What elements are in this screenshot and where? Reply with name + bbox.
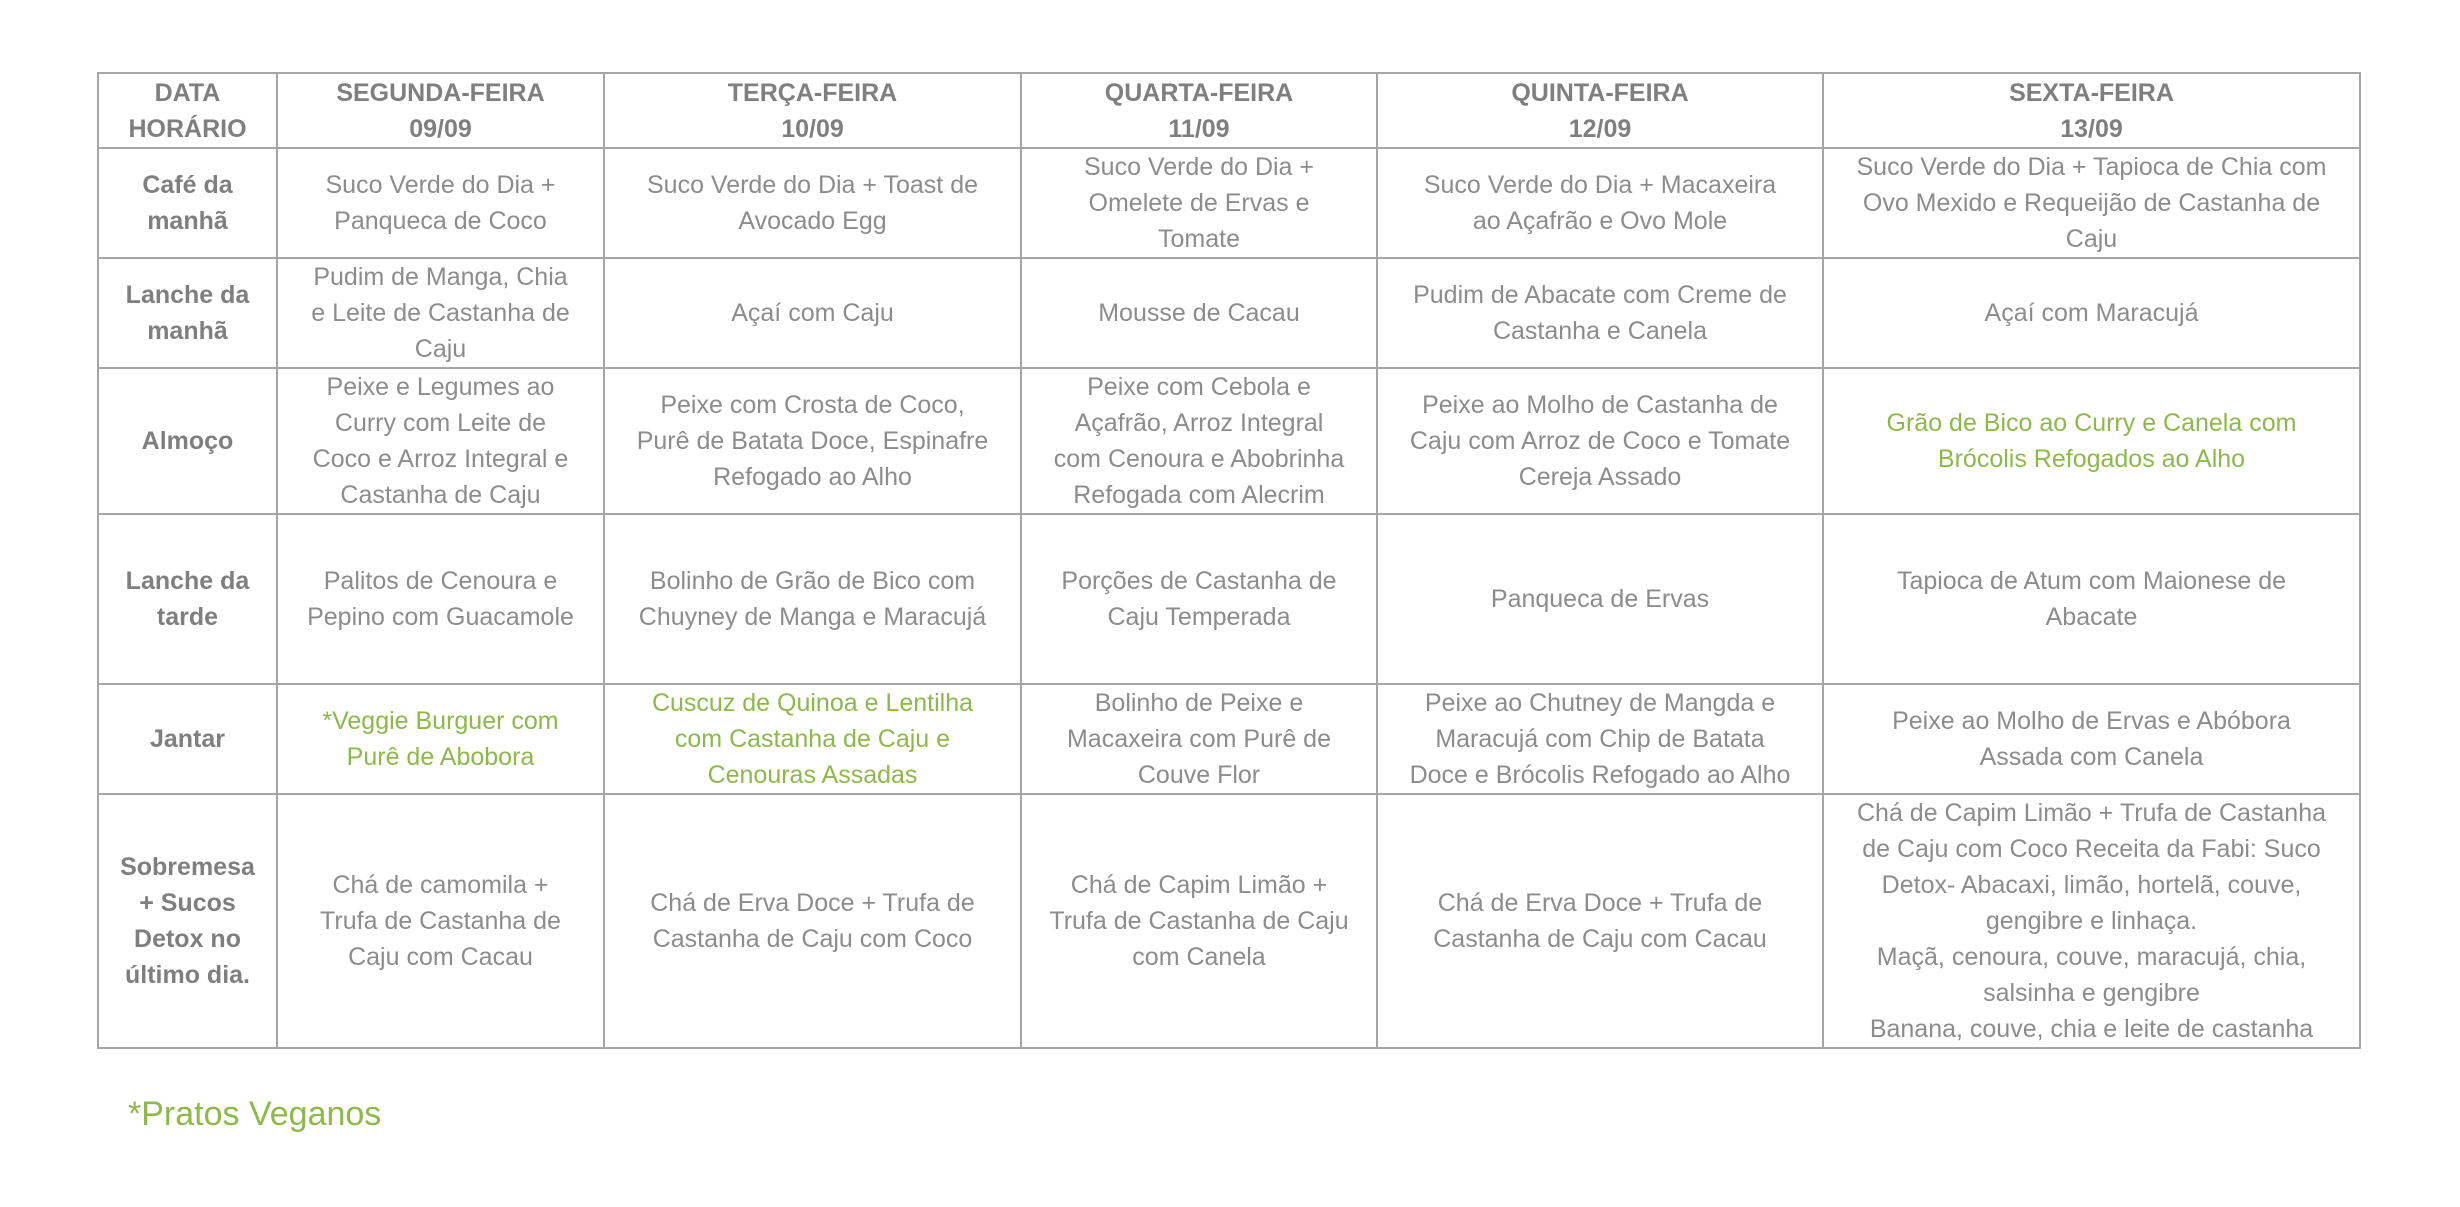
- meal-label-line: Lanche da: [125, 281, 250, 309]
- menu-cell-thursday: [1377, 514, 1823, 684]
- meal-row: [98, 514, 2360, 684]
- meal-row: [98, 258, 2360, 368]
- menu-cell-friday: [1823, 684, 2360, 794]
- menu-cell-wednesday: [1021, 514, 1377, 684]
- menu-cell-line: Trufa de Castanha de: [320, 907, 561, 935]
- menu-cell-line: Couve Flor: [1137, 761, 1261, 789]
- menu-cell-line: Maracujá com Chip de Batata: [1435, 725, 1765, 753]
- menu-cell-line: Purê de Abobora: [346, 743, 535, 771]
- menu-cell-line: de Caju com Coco Receita da Fabi: Suco: [1862, 835, 2321, 863]
- corner-line: DATA: [154, 78, 221, 107]
- menu-cell-thursday: [1377, 684, 1823, 794]
- day-header-thursday: [1377, 73, 1823, 148]
- menu-cell-line: *Veggie Burguer com: [322, 707, 559, 735]
- menu-cell-line: Abacate: [2045, 603, 2138, 631]
- menu-cell-wednesday: [1021, 368, 1377, 514]
- menu-cell-line: Castanha de Caju com Coco: [652, 925, 973, 953]
- menu-cell-line: Purê de Batata Doce, Espinafre: [636, 427, 989, 455]
- meal-row: [98, 368, 2360, 514]
- menu-cell-line: Maçã, cenoura, couve, maracujá, chia,: [1876, 943, 2307, 971]
- menu-cell-wednesday: [1021, 148, 1377, 258]
- day-date: 13/09: [2060, 114, 2123, 143]
- menu-cell-line: Chá de Capim Limão + Trufa de Castanha: [1856, 799, 2327, 827]
- menu-cell-line: Tomate: [1158, 225, 1240, 253]
- day-name: QUINTA-FEIRA: [1511, 78, 1689, 107]
- meal-label: [98, 684, 277, 794]
- menu-cell-line: Bolinho de Peixe e: [1094, 689, 1304, 717]
- menu-cell-line: Pepino com Guacamole: [307, 603, 574, 631]
- menu-cell-line: gengibre e linhaça.: [1985, 907, 2198, 935]
- menu-cell-monday: [277, 794, 604, 1048]
- menu-cell-thursday: [1377, 258, 1823, 368]
- menu-cell-line: Peixe ao Molho de Castanha de: [1422, 391, 1778, 419]
- meal-label: [98, 258, 277, 368]
- menu-cell-line: Chá de Capim Limão +: [1070, 871, 1328, 899]
- day-date: 11/09: [1168, 114, 1230, 143]
- menu-cell-line: Mousse de Cacau: [1098, 299, 1300, 327]
- menu-cell-line: Caju: [414, 335, 467, 363]
- menu-cell-line: Curry com Leite de: [334, 409, 547, 437]
- menu-cell-friday: [1823, 368, 2360, 514]
- menu-cell-line: Castanha e Canela: [1492, 317, 1708, 345]
- day-header-friday: [1823, 73, 2360, 148]
- day-name: QUARTA-FEIRA: [1104, 78, 1294, 107]
- day-name: TERÇA-FEIRA: [727, 78, 898, 107]
- menu-cell-line: Cenouras Assadas: [707, 761, 918, 789]
- menu-cell-line: Brócolis Refogados ao Alho: [1937, 445, 2246, 473]
- menu-cell-tuesday: [604, 684, 1021, 794]
- day-header-wednesday: [1021, 73, 1377, 148]
- meal-label-line: Almoço: [141, 427, 234, 455]
- menu-cell-line: Caju com Cacau: [348, 943, 533, 971]
- menu-cell-line: Detox- Abacaxi, limão, hortelã, couve,: [1881, 871, 2302, 899]
- menu-cell-line: Suco Verde do Dia + Macaxeira: [1423, 171, 1777, 199]
- menu-cell-tuesday: [604, 368, 1021, 514]
- menu-cell-wednesday: [1021, 794, 1377, 1048]
- menu-cell-line: ao Açafrão e Ovo Mole: [1472, 207, 1728, 235]
- menu-cell-line: com Castanha de Caju e: [674, 725, 951, 753]
- menu-cell-line: Cuscuz de Quinoa e Lentilha: [651, 689, 974, 717]
- menu-cell-line: Panqueca de Ervas: [1490, 585, 1710, 613]
- menu-cell-monday: [277, 684, 604, 794]
- menu-cell-line: Caju com Arroz de Coco e Tomate: [1409, 427, 1791, 455]
- menu-cell-friday: [1823, 514, 2360, 684]
- menu-cell-line: Refogado ao Alho: [713, 463, 912, 491]
- meal-label-line: Sobremesa: [120, 853, 255, 881]
- menu-cell-wednesday: [1021, 258, 1377, 368]
- meal-label-line: Detox no: [134, 925, 241, 953]
- menu-cell-thursday: [1377, 148, 1823, 258]
- menu-cell-line: Açaí com Caju: [731, 299, 894, 327]
- meal-label: [98, 514, 277, 684]
- meal-label-line: último dia.: [125, 961, 250, 989]
- meal-label-line: manhã: [147, 207, 228, 235]
- meal-label-line: Jantar: [149, 725, 226, 753]
- menu-cell-line: Tapioca de Atum com Maionese de: [1896, 567, 2287, 595]
- header-row: [98, 73, 2360, 148]
- menu-cell-line: Suco Verde do Dia + Tapioca de Chia com: [1856, 153, 2327, 181]
- menu-cell-line: Cereja Assado: [1518, 463, 1682, 491]
- menu-cell-line: Chá de camomila +: [332, 871, 549, 899]
- menu-cell-line: Trufa de Castanha de Caju: [1049, 907, 1349, 935]
- menu-cell-line: Chuyney de Manga e Maracujá: [638, 603, 987, 631]
- menu-cell-line: Castanha de Caju: [340, 481, 541, 509]
- menu-cell-line: e Leite de Castanha de: [311, 299, 570, 327]
- day-header-tuesday: [604, 73, 1021, 148]
- menu-cell-line: Suco Verde do Dia +: [325, 171, 556, 199]
- menu-cell-line: Refogada com Alecrim: [1073, 481, 1325, 509]
- menu-cell-line: Macaxeira com Purê de: [1066, 725, 1331, 753]
- menu-cell-line: Chá de Erva Doce + Trufa de: [1437, 889, 1763, 917]
- menu-cell-tuesday: [604, 794, 1021, 1048]
- menu-cell-tuesday: [604, 258, 1021, 368]
- menu-cell-line: Grão de Bico ao Curry e Canela com: [1886, 409, 2297, 437]
- menu-cell-thursday: [1377, 794, 1823, 1048]
- menu-cell-monday: [277, 514, 604, 684]
- menu-cell-line: com Canela: [1132, 943, 1266, 971]
- menu-cell-tuesday: [604, 148, 1021, 258]
- day-date: 10/09: [781, 114, 844, 143]
- menu-cell-monday: [277, 258, 604, 368]
- menu-cell-line: Bolinho de Grão de Bico com: [649, 567, 976, 595]
- menu-cell-line: Peixe ao Chutney de Mangda e: [1424, 689, 1776, 717]
- menu-cell-line: com Cenoura e Abobrinha: [1053, 445, 1345, 473]
- menu-cell-line: Pudim de Manga, Chia: [313, 263, 568, 291]
- menu-cell-line: Açafrão, Arroz Integral: [1074, 409, 1324, 437]
- menu-cell-friday: [1823, 258, 2360, 368]
- meal-row: [98, 148, 2360, 258]
- menu-cell-line: Açaí com Maracujá: [1984, 299, 2199, 327]
- meal-label-line: manhã: [147, 317, 228, 345]
- menu-cell-line: Peixe com Cebola e: [1087, 373, 1311, 401]
- meal-row: [98, 794, 2360, 1048]
- menu-cell-line: Doce e Brócolis Refogado ao Alho: [1409, 761, 1791, 789]
- menu-cell-line: Suco Verde do Dia +: [1083, 153, 1315, 181]
- menu-cell-line: Banana, couve, chia e leite de castanha: [1869, 1015, 2314, 1043]
- corner-header: [98, 73, 277, 148]
- menu-cell-monday: [277, 148, 604, 258]
- menu-cell-line: Pudim de Abacate com Creme de: [1413, 281, 1787, 309]
- menu-cell-line: Coco e Arroz Integral e: [312, 445, 569, 473]
- menu-cell-friday: [1823, 794, 2360, 1048]
- meal-label: [98, 368, 277, 514]
- day-header-monday: [277, 73, 604, 148]
- menu-cell-line: Chá de Erva Doce + Trufa de: [650, 889, 975, 917]
- meal-row: [98, 684, 2360, 794]
- menu-cell-line: Ovo Mexido e Requeijão de Castanha de: [1862, 189, 2321, 217]
- menu-cell-tuesday: [604, 514, 1021, 684]
- meal-label-line: Café da: [142, 171, 233, 199]
- menu-cell-monday: [277, 368, 604, 514]
- vegan-footnote: *Pratos Veganos: [128, 1095, 382, 1133]
- menu-cell-thursday: [1377, 368, 1823, 514]
- meal-label-line: Lanche da: [125, 567, 250, 595]
- menu-cell-line: Caju Temperada: [1107, 603, 1291, 631]
- menu-cell-line: Peixe ao Molho de Ervas e Abóbora: [1892, 707, 2291, 735]
- meal-label-line: + Sucos: [139, 889, 236, 917]
- day-date: 12/09: [1568, 114, 1632, 143]
- meal-label: [98, 794, 277, 1048]
- menu-cell-line: Omelete de Ervas e: [1088, 189, 1310, 217]
- menu-cell-line: Suco Verde do Dia + Toast de: [646, 171, 979, 199]
- menu-body: [98, 148, 2360, 1048]
- menu-cell-line: Porções de Castanha de: [1061, 567, 1337, 595]
- day-name: SEXTA-FEIRA: [2009, 78, 2174, 107]
- menu-cell-line: Castanha de Caju com Cacau: [1433, 925, 1767, 953]
- menu-cell-line: Panqueca de Coco: [334, 207, 547, 235]
- menu-cell-line: Palitos de Cenoura e: [323, 567, 558, 595]
- weekly-menu-table: [97, 72, 2361, 1049]
- menu-cell-wednesday: [1021, 684, 1377, 794]
- day-name: SEGUNDA-FEIRA: [336, 78, 545, 107]
- menu-cell-line: Avocado Egg: [738, 207, 887, 235]
- menu-cell-line: Peixe com Crosta de Coco,: [660, 391, 965, 419]
- menu-cell-friday: [1823, 148, 2360, 258]
- meal-label-line: tarde: [156, 603, 219, 631]
- meal-label: [98, 148, 277, 258]
- menu-cell-line: Caju: [2065, 225, 2118, 253]
- day-date: 09/09: [409, 114, 472, 143]
- menu-cell-line: Assada com Canela: [1979, 743, 2204, 771]
- menu-cell-line: Peixe e Legumes ao: [326, 373, 555, 401]
- menu-cell-line: salsinha e gengibre: [1983, 979, 2200, 1007]
- corner-line: HORÁRIO: [128, 114, 247, 143]
